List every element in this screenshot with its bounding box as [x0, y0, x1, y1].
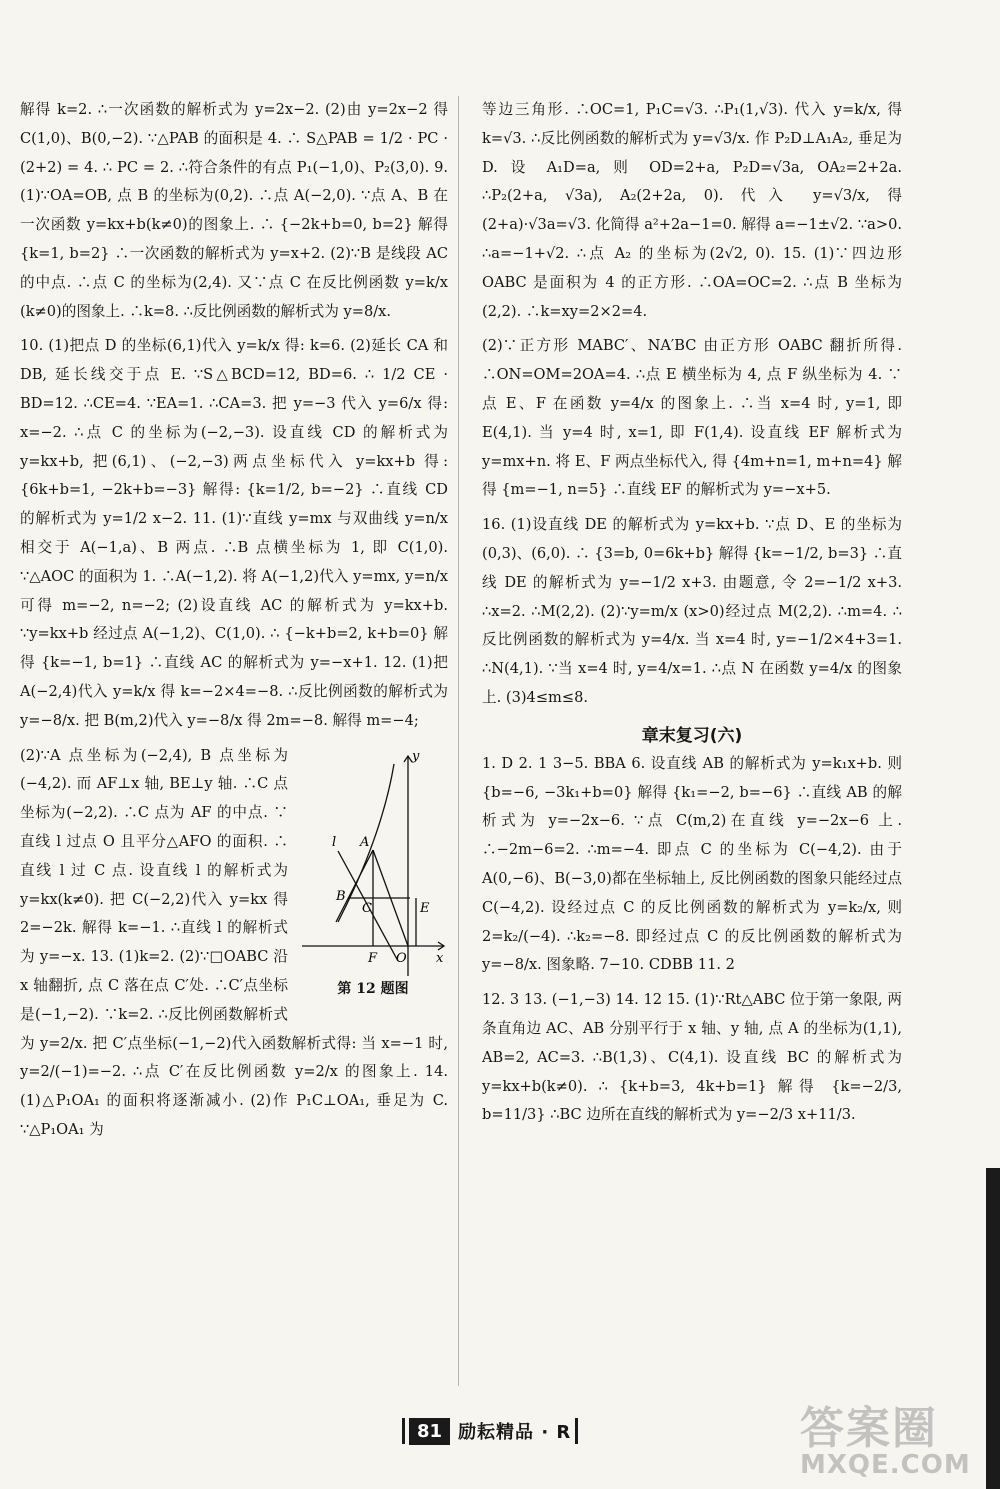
answer-paragraph: 1. D 2. 1 3−5. BBA 6. 设直线 AB 的解析式为 y=k₁x+b. 则 {b=−6, −3k₁+b=0} 解得 {k₁=−2, b=−6} ∴直线 AB 的解析式为 y=−2x−6. ∵点 C(m,2)在直线 y=−2x−6 上. ∴−2m−6=2. ∴m=−4. 即点 C 的坐标为 C(−4,2). 由于 A(0,−6)、B(−3,0)都在坐标轴上, 反比例函数的图象只能经过点 C(−4,2). 设经过点 C 的反比例函数的解析式为 y=k₂/x, 则 2=k₂/(−4). ∴k₂=−8. 即经过点 C 的反比例函数的解析式为 y=−8/x. 图象略. 7−10. CDBB 11. 2 [482, 754, 902, 974]
label-O: O [396, 950, 407, 966]
watermark-top: 答案圈 [800, 1403, 938, 1454]
answer-paragraph: 12. 3 13. (−1,−3) 14. 12 15. (1)∵Rt△ABC 位于第一象限, 两条直角边 AC、AB 分别平行于 x 轴、y 轴, 点 A 的坐标为(1,1), AB=2, AC=3. ∴B(1,3)、C(4,1). 设直线 BC 的解析式为 y=kx+b(k≠0). ∴ {k+b=3, 4k+b=1} 解得 {k=−2/3, b=11/3} ∴BC 边所在直线的解析式为 y=−2/3 x+11/3. [482, 991, 902, 1124]
page-edge-bar [986, 1168, 1000, 1489]
figure-12 [298, 746, 448, 1008]
answer-paragraph: 等边三角形. ∴OC=1, P₁C=√3. ∴P₁(1,√3). 代入 y=k/x, 得 k=√3. ∴反比例函数的解析式为 y=√3/x. 作 P₂D⊥A₁A₂, 垂足为 D. 设 A₁D=a, 则 OD=2+a, P₂D=√3a, OA₂=2+2a. ∴P₂(2+a, √3a), A₂(2+2a, 0). 代入 y=√3/x, 得(2+a)·√3a=√3. 化简得 a²+2a−1=0. 解得 a=−1±√2. ∵a>0. ∴a=−1+√2. ∴点 A₂ 的坐标为(2√2, 0). 15. (1)∵四边形 OABC 是面积为 4 的正方形. ∴OA=OC=2. ∴点 B 坐标为(2,2). ∴k=xy=2×2=4. [482, 101, 902, 320]
label-y: y [412, 748, 420, 764]
page-footer [398, 1414, 582, 1448]
answer-paragraph: 16. (1)设直线 DE 的解析式为 y=kx+b. ∵点 D、E 的坐标为(0,3)、(6,0). ∴ {3=b, 0=6k+b} 解得 {k=−1/2, b=3} ∴直线 DE 的解析式为 y=−1/2 x+3. 由题意, 令 2=−1/2 x+3. ∴x=2. ∴M(2,2). (2)∵y=m/x (x>0)经过点 M(2,2). ∴m=4. ∴反比例函数的解析式为 y=4/x. 当 x=4 时, y=−1/2×4+3=1. ∴N(4,1). ∵当 x=4 时, y=4/x=1. ∴点 N 在函数 y=4/x 的图象上. (3)4≤m≤8. [482, 516, 902, 706]
label-C: C [362, 900, 372, 916]
answer-paragraph: 10. (1)把点 D 的坐标(6,1)代入 y=k/x 得: k=6. (2)延长 CA 和 DB, 延长线交于点 E. ∵S△BCD=12, BD=6. ∴ 1/2 CE · BD=12. ∴CE=4. ∵EA=1. ∴CA=3. 把 y=−3 代入 y=6/x 得: x=−2. ∴点 C 的坐标为(−2,−3). 设直线 CD 的解析式为 y=kx+b, 把(6,1)、(−2,−3)两点坐标代入 y=kx+b 得: {6k+b=1, −2k+b=−3} 解得: {k=1/2, b=−2} ∴直线 CD 的解析式为 y=1/2 x−2. 11. (1)∵直线 y=mx 与双曲线 y=n/x 相交于 A(−1,a)、B 两点. ∴B 点横坐标为 1, 即 C(1,0). ∵△AOC 的面积为 1. ∴A(−1,2). 将 A(−1,2)代入 y=mx, y=n/x 可得 m=−2, n=−2; (2)设直线 AC 的解析式为 y=kx+b. ∵y=kx+b 经过点 A(−1,2)、C(1,0). ∴ {−k+b=2, k+b=0} 解得 {k=−1, b=1} ∴直线 AC 的解析式为 y=−x+1. 12. (1)把 A(−2,4)代入 y=k/x 得 k=−2×4=−8. ∴反比例函数的解析式为 y=−8/x. 把 B(m,2)代入 y=−8/x 得 2m=−8. 解得 m=−4; [20, 337, 448, 729]
watermark-bottom: MXQE.COM [800, 1450, 971, 1480]
column-divider [458, 96, 459, 1386]
label-F: F [368, 950, 378, 966]
right-column [482, 96, 902, 1136]
answer-paragraph: (2)∵A 点坐标为(−2,4), B 点坐标为(−4,2). 而 AF⊥x 轴, BE⊥y 轴. ∴C 点坐标为(−2,2). ∴C 点为 AF 的中点. ∵直线 l 过点 O 且平分△AFO 的面积. ∴直线 l 过 C 点. 设直线 l 的解析式为 y=kx(k≠0). 把 C(−2,2)代入 y=kx 得 2=−2k. 解得 k=−1. ∴直线 l 的解析式为 y=−x. 13. (1)k=2. (2)∵□OABC 沿 x 轴翻折, 点 C 落在点 C′处. ∴C′点坐标是(−1,−2). ∵k=2. ∴反比例函数解析式为 y=2/x. 把 C′点坐标(−1,−2)代入函数解析式得: 当 x=−1 时, y=2/(−1)=−2. ∴点 C′在反比例函数 y=2/x 的图象上. 14. (1)△P₁OA₁ 的面积将逐渐减小. (2)作 P₁C⊥OA₁, 垂足为 C. ∵△P₁OA₁ 为 [20, 746, 448, 1138]
page-number: 81 [409, 1418, 450, 1445]
footer-bar [575, 1418, 578, 1444]
answer-paragraph: 解得 k=2. ∴一次函数的解析式为 y=2x−2. (2)由 y=2x−2 得 C(1,0)、B(0,−2). ∵△PAB 的面积是 4. ∴ S△PAB = 1/2 · PC · (2+2) = 4. ∴ PC = 2. ∴符合条件的有点 P₁(−1,0)、P₂(3,0). 9. (1)∵OA=OB, 点 B 的坐标为(0,2). ∴点 A(−2,0). ∵点 A、B 在一次函数 y=kx+b(k≠0)的图象上. ∴ {−2k+b=0, b=2} 解得 {k=1, b=2} ∴一次函数的解析式为 y=x+2. (2)∵B 是线段 AC 的中点. ∴点 C 的坐标为(2,4). 又∵点 C 在反比例函数 y=k/x (k≠0)的图象上. ∴k=8. ∴反比例函数的解析式为 y=8/x. [20, 101, 448, 320]
label-A: A [360, 834, 370, 850]
figure-caption: 第 12 题图 [337, 980, 409, 997]
footer-bar [402, 1418, 405, 1444]
label-x: x [436, 950, 444, 966]
figure-12-graph [298, 746, 448, 982]
label-l: l [332, 834, 337, 850]
watermark-logo [800, 1392, 996, 1484]
answer-paragraph: (2)∵正方形 MABC′、NA′BC 由正方形 OABC 翻折所得. ∴ON=OM=2OA=4. ∴点 E 横坐标为 4, 点 F 纵坐标为 4. ∵点 E、F 在函数 y=4/x 的图象上. ∴当 x=4 时, y=1, 即 E(4,1). 当 y=4 时, x=1, 即 F(1,4). 设直线 EF 解析式为 y=mx+n. 将 E、F 两点坐标代入, 得 {4m+n=1, m+n=4} 解得 {m=−1, n=5} ∴直线 EF 的解析式为 y=−x+5. [482, 337, 902, 499]
label-E: E [420, 900, 430, 916]
section-title: 章末复习(六) [641, 725, 743, 746]
book-title: 励耘精品 · R [458, 1422, 572, 1443]
label-B: B [336, 888, 346, 904]
left-column [20, 96, 448, 1151]
